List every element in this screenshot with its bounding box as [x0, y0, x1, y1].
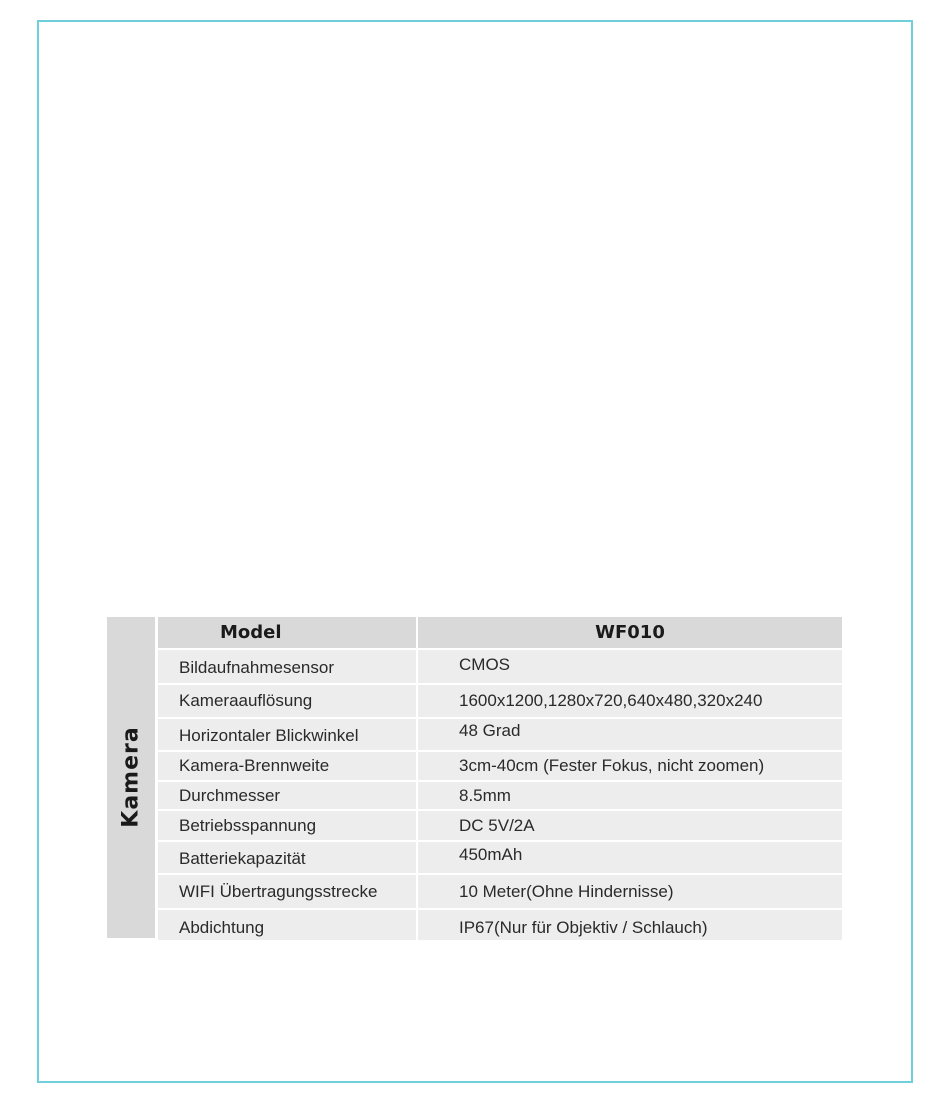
- category-sidebar: [107, 617, 155, 938]
- spec-value: 450mAh: [418, 842, 842, 873]
- spec-value: CMOS: [418, 650, 842, 683]
- spec-value: 8.5mm: [418, 782, 842, 809]
- table-row: [158, 910, 842, 940]
- table-header-row: [158, 617, 842, 650]
- spec-value: 3cm-40cm (Fester Fokus, nicht zoomen): [418, 752, 842, 780]
- table-row: [158, 719, 842, 752]
- header-model-value: WF010: [418, 617, 842, 648]
- table-row: [158, 752, 842, 782]
- spec-label: Kameraauflösung: [158, 685, 418, 717]
- spec-value: DC 5V/2A: [418, 811, 842, 840]
- table-row: [158, 842, 842, 875]
- spec-label: Horizontaler Blickwinkel: [158, 719, 418, 750]
- table-row: [158, 650, 842, 685]
- spec-label: Betriebsspannung: [158, 811, 418, 840]
- spec-value: 10 Meter(Ohne Hindernisse): [418, 875, 842, 908]
- spec-table: [107, 617, 842, 938]
- spec-label: WIFI Übertragungsstrecke: [158, 875, 418, 908]
- spec-table-body: [158, 617, 842, 940]
- table-row: [158, 875, 842, 910]
- spec-label: Kamera-Brennweite: [158, 752, 418, 780]
- spec-value: 48 Grad: [418, 719, 842, 750]
- header-model-label: Model: [158, 617, 418, 648]
- spec-label: Batteriekapazität: [158, 842, 418, 873]
- spec-label: Durchmesser: [158, 782, 418, 809]
- table-row: [158, 782, 842, 811]
- spec-value: IP67(Nur für Objektiv / Schlauch): [418, 910, 842, 940]
- category-label: Kamera: [118, 726, 144, 828]
- table-row: [158, 811, 842, 842]
- spec-label: Bildaufnahmesensor: [158, 650, 418, 683]
- spec-value: 1600x1200,1280x720,640x480,320x240: [418, 685, 842, 717]
- spec-label: Abdichtung: [158, 910, 418, 940]
- table-row: [158, 685, 842, 719]
